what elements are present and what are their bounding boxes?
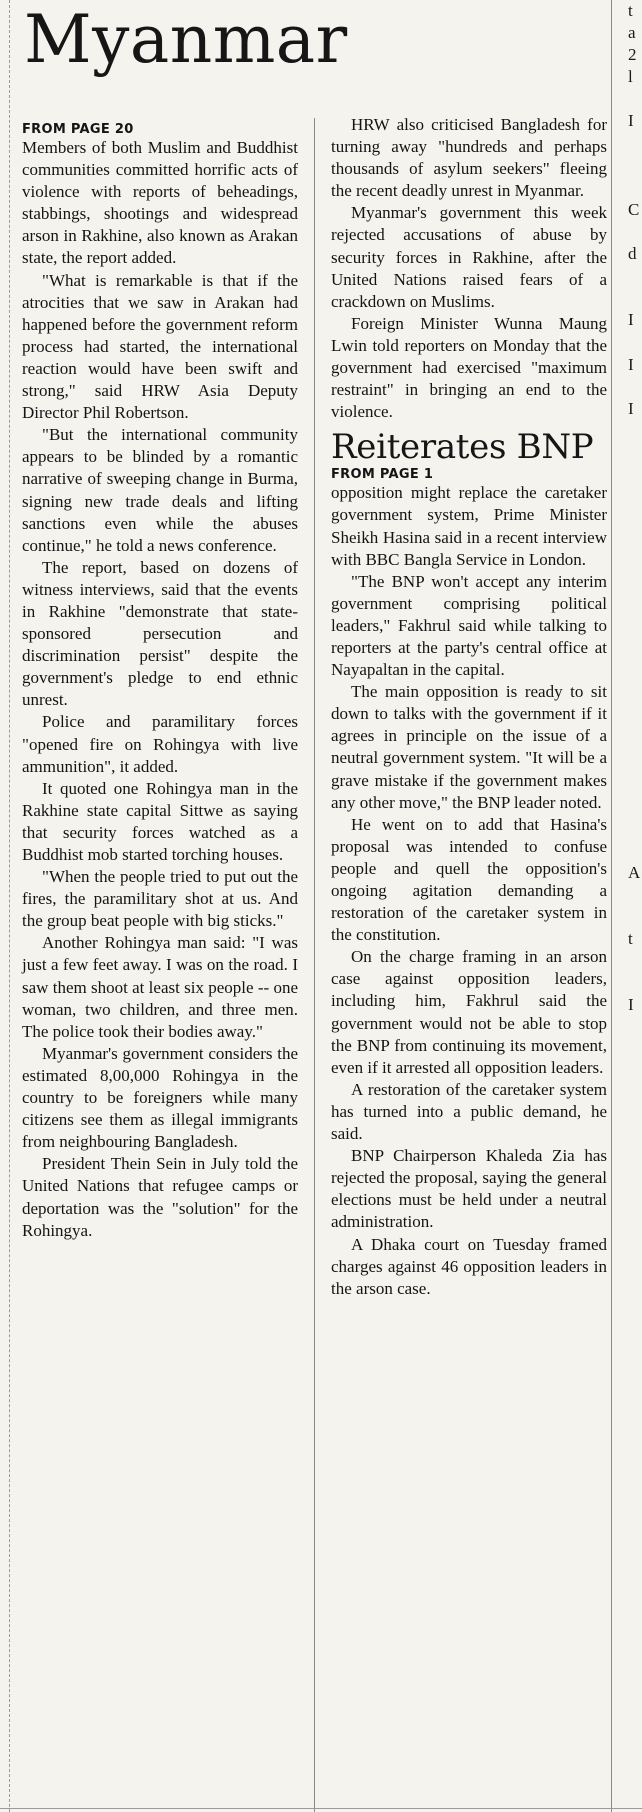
adjacent-column-fragment	[612, 1171, 642, 1193]
headline: Myanmar	[24, 1, 348, 78]
adjacent-column-fragment	[612, 1458, 642, 1480]
adjacent-column-fragment	[612, 1259, 642, 1281]
adjacent-column-fragment	[612, 1304, 642, 1326]
adjacent-column-fragment: I	[628, 354, 634, 374]
adjacent-column-fragment: I	[628, 995, 634, 1015]
adjacent-column-edge	[612, 0, 642, 1812]
paragraph: The report, based on dozens of witness interviews, said that the events in Rakhine "demonstrate that state-sponsored persecution and discrimination persist" despite the government's pledge to end ethnic unrest.	[22, 557, 298, 710]
adjacent-column-fragment	[612, 376, 642, 398]
adjacent-column-fragment	[612, 817, 642, 839]
adjacent-column-fragment	[612, 1679, 642, 1701]
article-column-right	[331, 114, 607, 1300]
adjacent-column-fragment: I	[628, 398, 634, 418]
paragraph: Foreign Minister Wunna Maung Lwin told reporters on Monday that the government had exercised "maximum restraint" in bringing an end to the violence.	[331, 313, 607, 422]
adjacent-column-fragment	[612, 840, 642, 862]
subhead-reiterates-bnp: Reiterates BNP	[331, 427, 594, 468]
adjacent-column-fragment	[612, 1083, 642, 1105]
bottom-rule	[0, 1808, 642, 1809]
adjacent-column-fragment	[612, 1370, 642, 1392]
adjacent-column-fragment	[612, 707, 642, 729]
adjacent-column-fragment	[612, 1414, 642, 1436]
paragraph: Police and paramilitary forces "opened fire on Rohingya with live ammunition", it added.	[22, 712, 298, 776]
adjacent-column-fragment	[612, 641, 642, 663]
adjacent-column-fragment	[612, 1149, 642, 1171]
adjacent-column-fragment: d	[628, 244, 637, 264]
adjacent-column-fragment	[612, 420, 642, 442]
adjacent-column-fragment	[612, 1613, 642, 1635]
adjacent-column-fragment	[612, 530, 642, 552]
adjacent-column-fragment	[612, 663, 642, 685]
adjacent-column-fragment	[612, 88, 642, 110]
jump-kicker: FROM PAGE 1	[331, 467, 434, 483]
adjacent-column-fragment	[612, 331, 642, 353]
adjacent-column-fragment	[612, 1326, 642, 1348]
adjacent-column-fragment	[612, 1723, 642, 1745]
adjacent-column-fragment	[612, 795, 642, 817]
paragraph: Myanmar's government considers the estimated 8,00,000 Rohingya in the country to be foreigners while many citizens see them as illegal immigrants from neighbouring Bangladesh.	[22, 1043, 298, 1152]
adjacent-column-fragment	[612, 1237, 642, 1259]
article-column-left	[22, 122, 298, 1242]
adjacent-column-fragment	[612, 1657, 642, 1679]
adjacent-column-fragment: I	[628, 111, 634, 131]
adjacent-column-fragment: 2	[628, 45, 637, 65]
adjacent-column-fragment	[612, 1524, 642, 1546]
adjacent-column-fragment	[612, 508, 642, 530]
paragraph: A Dhaka court on Tuesday framed charges against 46 opposition leaders in the arson case.	[331, 1234, 607, 1298]
paragraph: Myanmar's government this week rejected accusations of abuse by security forces in Rakhine, after the United Nations raised fears of a crackdown on Muslims.	[331, 203, 607, 311]
adjacent-column-fragment	[612, 574, 642, 596]
column-separator	[314, 118, 315, 1812]
paragraph: "What is remarkable is that if the atrocities that we saw in Arakan had happened before the government reform process had started, the international reaction would have been swift and strong," said HRW Asia Deputy Director Phil Robertson.	[22, 270, 298, 423]
paragraph: On the charge framing in an arson case against opposition leaders, including him, Fakhrul said the government would not be able to stop the BNP from continuing its movement, even if it arrested all opposition leaders.	[331, 947, 607, 1077]
adjacent-column-fragment	[612, 685, 642, 707]
adjacent-column-fragment	[612, 972, 642, 994]
adjacent-column-fragment	[612, 486, 642, 508]
adjacent-column-fragment	[612, 464, 642, 486]
adjacent-column-fragment	[612, 287, 642, 309]
adjacent-column-fragment	[612, 1701, 642, 1723]
paragraph: Another Rohingya man said: "I was just a few feet away. I was on the road. I saw them shoot at least six people -- one woman, two children, and three men. The police took their bodies away."	[22, 933, 298, 1041]
adjacent-column-fragment	[612, 729, 642, 751]
adjacent-column-fragment	[612, 1348, 642, 1370]
adjacent-column-fragment	[612, 1215, 642, 1237]
paragraph: HRW also criticised Bangladesh for turning away "hundreds and perhaps thousands of asylum seekers" fleeing the recent deadly unrest in Myanmar.	[331, 115, 607, 201]
paragraph: He went on to add that Hasina's proposal was intended to confuse people and quell the opposition's ongoing agitation demanding a restoration of the caretaker system in the constitution.	[331, 814, 607, 945]
adjacent-column-fragment: t	[628, 928, 633, 948]
adjacent-column-fragment	[612, 906, 642, 928]
adjacent-column-fragment	[612, 1591, 642, 1613]
paragraph: A restoration of the caretaker system has turned into a public demand, he said.	[331, 1079, 607, 1144]
paragraph: The main opposition is ready to sit down to talks with the government if it agrees in principle on the issue of a neutral government system. "It will be a grave mistake if the government makes any other move," the BNP leader noted.	[331, 682, 607, 812]
adjacent-column-fragment	[612, 1635, 642, 1657]
jump-kicker: FROM PAGE 20	[22, 122, 134, 137]
adjacent-column-fragment	[612, 1127, 642, 1149]
adjacent-column-fragment	[612, 1193, 642, 1215]
left-column-rule	[9, 0, 10, 1812]
adjacent-column-fragment	[612, 1392, 642, 1414]
adjacent-column-fragment: l	[628, 67, 633, 87]
adjacent-column-fragment	[612, 155, 642, 177]
paragraph: BNP Chairperson Khaleda Zia has rejected the proposal, saying the general elections must be held under a neutral administration.	[331, 1146, 607, 1232]
adjacent-column-fragment	[612, 1569, 642, 1591]
paragraph: "When the people tried to put out the fires, the paramilitary shot at us. And the group beat people with big sticks."	[22, 867, 298, 931]
adjacent-column-fragment: a	[628, 23, 636, 43]
adjacent-column-fragment	[612, 950, 642, 972]
adjacent-column-fragment	[612, 1281, 642, 1303]
paragraph: opposition might replace the caretaker government system, Prime Minister Sheikh Hasina said in a recent interview with BBC Bangla Service in London.	[331, 483, 607, 569]
adjacent-column-fragment	[612, 1502, 642, 1524]
paragraph: "But the international community appears to be blinded by a romantic narrative of sweeping change in Burma, signing new trade deals and lifting sanctions even while the abuses continue," he told a news conference.	[22, 425, 298, 555]
adjacent-column-fragment	[612, 1105, 642, 1127]
adjacent-column-fragment	[612, 619, 642, 641]
adjacent-column-fragment	[612, 1016, 642, 1038]
adjacent-column-fragment	[612, 133, 642, 155]
adjacent-column-fragment: t	[628, 1, 633, 20]
adjacent-column-fragment	[612, 597, 642, 619]
adjacent-column-fragment	[612, 751, 642, 773]
adjacent-column-fragment	[612, 221, 642, 243]
adjacent-column-fragment	[612, 1038, 642, 1060]
adjacent-column-fragment	[612, 1547, 642, 1569]
adjacent-column-fragment: A	[628, 862, 641, 882]
paragraph: It quoted one Rohingya man in the Rakhine state capital Sittwe as saying that security forces watched as a Buddhist mob started torching houses.	[22, 778, 298, 864]
adjacent-column-fragment	[612, 1745, 642, 1767]
adjacent-column-fragment	[612, 552, 642, 574]
paragraph: President Thein Sein in July told the United Nations that refugee camps or deportation was the "solution" for the Rohingya.	[22, 1154, 298, 1240]
adjacent-column-fragment: C	[628, 199, 640, 219]
adjacent-column-fragment	[612, 177, 642, 199]
adjacent-column-fragment	[612, 265, 642, 287]
paragraph: "The BNP won't accept any interim government comprising political leaders," Fakhrul said while talking to reporters at the party's central office at Nayapaltan in the capital.	[331, 571, 607, 680]
adjacent-column-fragment	[612, 1061, 642, 1083]
adjacent-column-fragment	[612, 442, 642, 464]
adjacent-column-fragment	[612, 1480, 642, 1502]
paragraph: Members of both Muslim and Buddhist communities committed horrific acts of violence with reports of beheadings, stabbings, shootings and widespread arson in Rakhine, also known as Arakan state, the report added.	[22, 138, 298, 268]
adjacent-column-fragment: I	[628, 310, 634, 330]
adjacent-column-fragment	[612, 1436, 642, 1458]
adjacent-column-fragment	[612, 773, 642, 795]
adjacent-column-fragment	[612, 884, 642, 906]
